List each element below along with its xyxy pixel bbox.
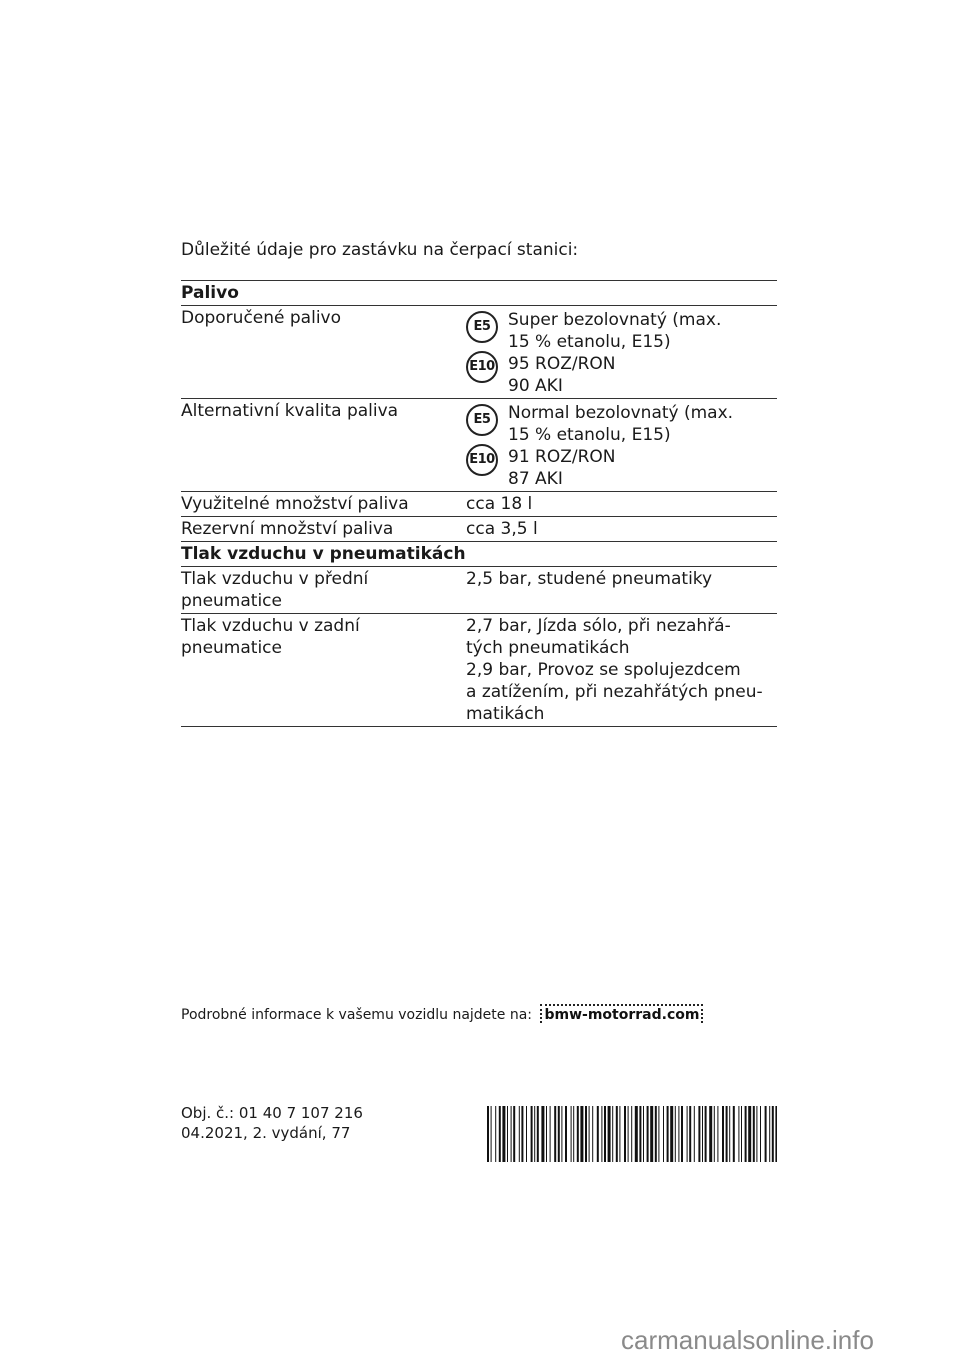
- fuel-line: Normal bezolovnatý (max.: [508, 403, 734, 423]
- fuel-line: 15 % etanolu, E15): [508, 332, 671, 352]
- barcode-icon: [487, 1106, 777, 1162]
- fuel-line: 91 ROZ/RON: [508, 447, 616, 467]
- edition: 04.2021, 2. vydání, 77: [181, 1124, 351, 1142]
- part-number: Obj. č.: 01 40 7 107 216: [181, 1104, 363, 1122]
- tyre-value: [466, 567, 777, 613]
- tyre-row: [181, 613, 777, 726]
- fuel-row-label: Alternativní kvalita paliva: [181, 401, 399, 421]
- fuel-line: 87 AKI: [508, 469, 563, 489]
- tyre-label: Tlak vzduchu v zadní pneumatice: [181, 616, 360, 658]
- e10-icon: E10: [466, 444, 498, 476]
- section-tyres-title: Tlak vzduchu v pneumatikách: [181, 544, 466, 564]
- capacity-row: [181, 491, 777, 516]
- tyre-line: a zatížením, při nezahřátých pneu-: [466, 682, 763, 702]
- fuel-line: Super bezolovnatý (max.: [508, 310, 722, 330]
- spec-table: [181, 280, 777, 727]
- tyre-label: Tlak vzduchu v přední pneumatice: [181, 569, 369, 611]
- table-end-rule: [181, 726, 777, 727]
- capacity-row: [181, 516, 777, 541]
- capacity-value: cca 18 l: [466, 494, 533, 514]
- tyre-line: tých pneumatikách: [466, 638, 630, 658]
- part-info: [181, 1103, 363, 1143]
- tyre-line: 2,7 bar, Jízda sólo, při nezahřá-: [466, 616, 731, 636]
- section-fuel-title: Palivo: [181, 283, 239, 303]
- e10-icon: E10: [466, 351, 498, 383]
- tyre-line: matikách: [466, 704, 545, 724]
- section-tyres: [181, 541, 777, 566]
- fuel-line: 90 AKI: [508, 376, 563, 396]
- fuel-line: 95 ROZ/RON: [508, 354, 616, 374]
- fuel-line: 15 % etanolu, E15): [508, 425, 671, 445]
- intro-text: Důležité údaje pro zastávku na čerpací stanici:: [181, 240, 579, 260]
- tyre-row: [181, 566, 777, 613]
- capacity-label: Využitelné množství paliva: [181, 494, 409, 514]
- footer-info-text: Podrobné informace k vašemu vozidlu najdete na:: [181, 1007, 533, 1023]
- website-link[interactable]: bmw-motorrad.com: [540, 1004, 703, 1023]
- section-fuel: [181, 280, 777, 305]
- capacity-value: cca 3,5 l: [466, 519, 538, 539]
- e5-icon: E5: [466, 311, 498, 343]
- fuel-row-value: [466, 306, 777, 398]
- capacity-label: Rezervní množství paliva: [181, 519, 394, 539]
- tyre-value: [466, 614, 777, 726]
- footer-info: [181, 1007, 703, 1023]
- fuel-row-value: [466, 399, 777, 491]
- fuel-row-label: Doporučené palivo: [181, 308, 342, 328]
- fuel-row: [181, 305, 777, 398]
- tyre-line: 2,9 bar, Provoz se spolujezdcem: [466, 660, 741, 680]
- fuel-row: [181, 398, 777, 491]
- tyre-line: 2,5 bar, studené pneumatiky: [466, 569, 713, 589]
- watermark: carmanualsonline.info: [621, 1325, 874, 1355]
- e5-icon: E5: [466, 404, 498, 436]
